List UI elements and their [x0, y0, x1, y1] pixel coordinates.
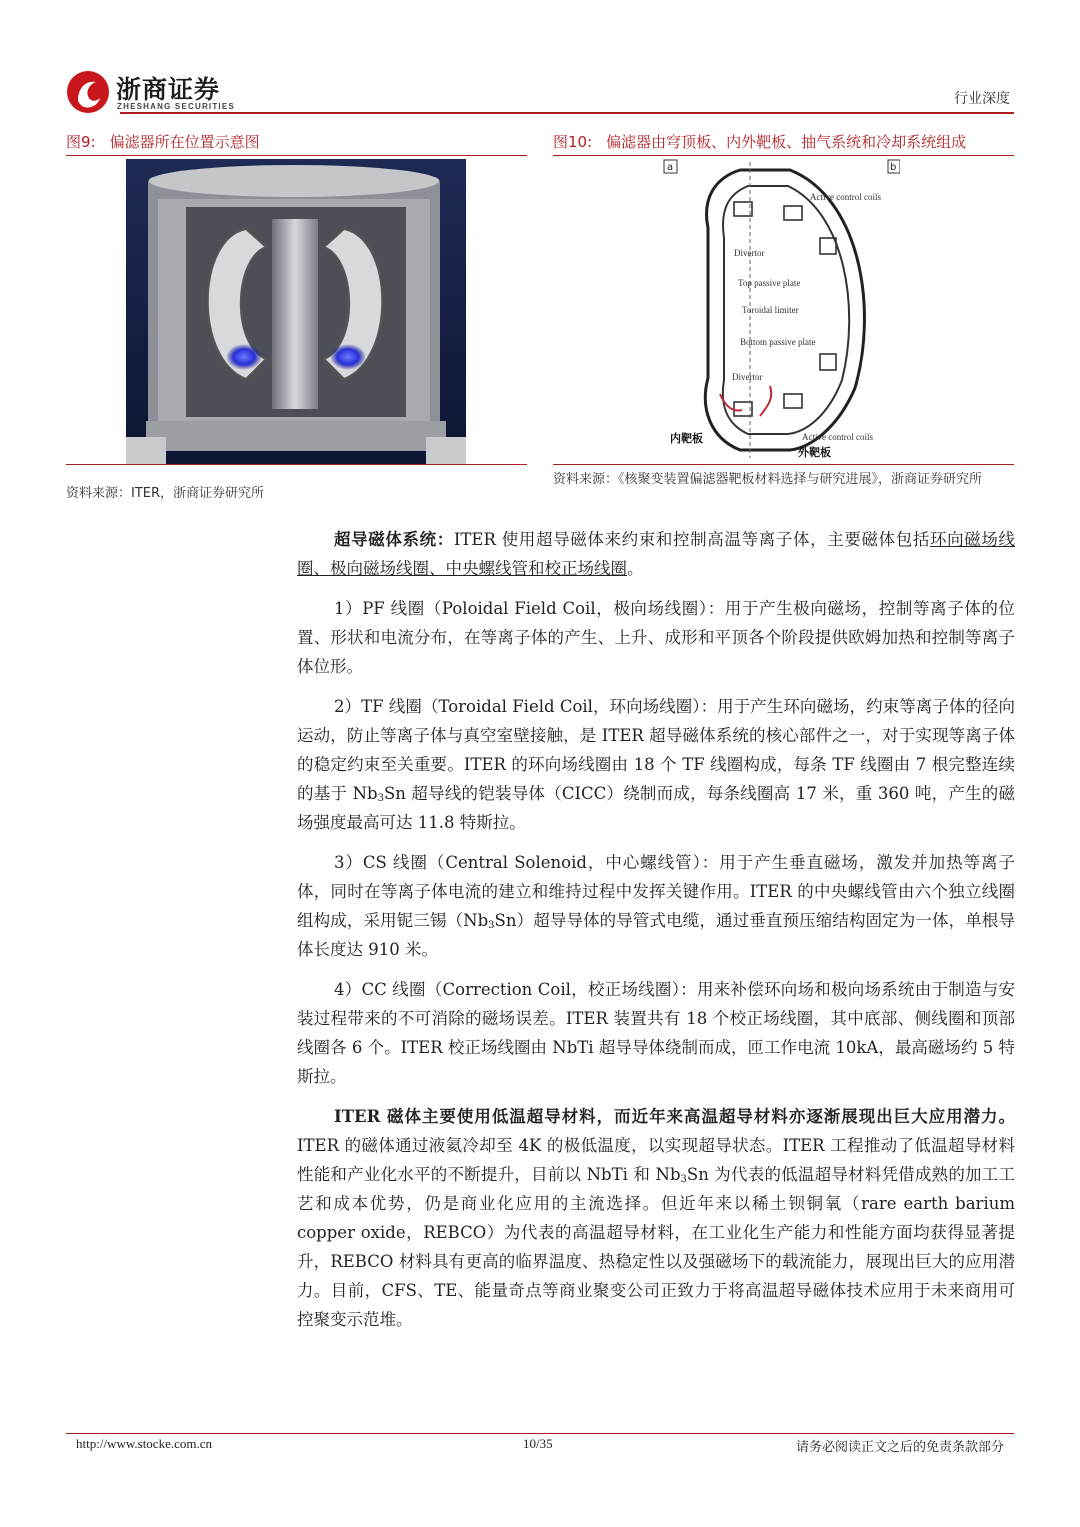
- materials-subscript: 3: [680, 1174, 687, 1185]
- document-type-label: 行业深度: [954, 91, 1010, 107]
- figure-10-title: 偏滤器由穹顶板、内外靶板、抽气系统和冷却系统组成: [606, 133, 967, 151]
- footer-disclaimer: 请务必阅读正文之后的免责条款部分: [795, 1440, 1004, 1455]
- figure-10-bottom-rule: [553, 464, 1014, 465]
- figure-10-source: 资料来源：《核聚变装置偏滤器靶板材料选择与研究进展》，浙商证券研究所: [553, 472, 983, 487]
- intro-end: 。: [627, 559, 644, 578]
- figure-9-top-rule: [66, 155, 527, 156]
- tf-subscript: 3: [377, 793, 384, 804]
- label-divertor-top: Divertor: [734, 248, 765, 258]
- tf-text-b: Sn 超导线的铠装导体（CICC）绕制而成，每条线圈高 17 米，重 360 吨，产生的磁场强度最高可达 11.8 特斯拉。: [297, 784, 1015, 832]
- cs-text-a: 3）CS 线圈（Central Solenoid，中心螺线管）：用于产生垂直磁场，激发并加热等离子体，同时在等离子体电流的建立和维持过程中发挥关键作用。ITER 的中央螺线管由六个独立线圈组构成，采用铌三锡（Nb: [297, 853, 1015, 930]
- label-active-control-coils-top: Active control coils: [810, 192, 881, 202]
- label-outer-target: 外靶板: [798, 446, 831, 459]
- divertor-diagram: [660, 158, 900, 460]
- label-toroidal-limiter: Toroidal limiter: [742, 305, 799, 315]
- brand-name-en: ZHESHANG SECURITIES: [117, 102, 235, 111]
- figure-10-top-rule: [553, 155, 1014, 156]
- intro-underlined-list: 环向磁场线圈、极向磁场线圈、中央螺线管和校正场线圈: [297, 530, 1015, 578]
- pf-coil-paragraph: 1）PF 线圈（Poloidal Field Coil，极向场线圈）：用于产生极向磁场，控制等离子体的位置、形状和电流分布，在等离子体的产生、上升、成形和平顶各个阶段提供欧姆加热和控制等离子体位形。: [297, 599, 1015, 676]
- figure-9-caption: [66, 131, 260, 152]
- cs-subscript: 3: [488, 920, 495, 931]
- figure-9-source: 资料来源：ITER，浙商证券研究所: [66, 486, 265, 501]
- brand-logo: [66, 70, 110, 114]
- materials-heading: ITER 磁体主要使用低温超导材料，而近年来高温超导材料亦逐渐展现出巨大应用潜力。: [334, 1107, 1015, 1126]
- tf-coil-paragraph: [297, 692, 1015, 837]
- tf-text-a: 2）TF 线圈（Toroidal Field Coil，环向场线圈）：用于产生环向磁场，约束等离子体的径向运动，防止等离子体与真空室壁接触，是 ITER 超导磁体系统的核心部件之一，对于实现等离子体的稳定约束至关重要。ITER 的环向场线圈由 18 个 TF 线圈构成，每条 TF 线圈由 7 根完整连续的基于 Nb: [297, 697, 1015, 803]
- figure-9-bottom-rule: [66, 464, 527, 465]
- label-top-passive-plate: Top passive plate: [738, 278, 801, 288]
- figure-10-number: 图10:: [553, 133, 593, 151]
- label-inner-target: 内靶板: [670, 432, 703, 445]
- footer-divider: [66, 1433, 1014, 1434]
- label-bottom-passive-plate: Bottom passive plate: [740, 337, 816, 347]
- superconducting-magnet-intro: [297, 525, 1015, 583]
- figure-9-number: 图9:: [66, 133, 96, 151]
- iter-tokamak-cutaway-image: [126, 159, 466, 464]
- materials-text-b: Sn 为代表的低温超导材料凭借成熟的加工工艺和成本优势，仍是商业化应用的主流选择。但近年来以稀土钡铜氧（rare earth barium copper oxide，REBCO）为代表的高温超导材料，在工业化生产能力和性能方面均获得显著提升，REBCO 材料具有更高的临界温度、热稳定性以及强磁场下的载流能力，展现出巨大的应用潜力。目前，CFS、TE、能量奇点等商业聚变公司正致力于将高温超导磁体技术应用于未来商用可控聚变示范堆。: [297, 1165, 1015, 1329]
- cc-coil-paragraph: 4）CC 线圈（Correction Coil，校正场线圈）：用来补偿环向场和极向场系统由于制造与安装过程带来的不可消除的磁场误差。ITER 装置共有 18 个校正场线圈，其中底部、侧线圈和顶部线圈各 6 个。ITER 校正场线圈由 NbTi 超导导体绕制而成，匝工作电流 10kA，最高磁场约 5 特斯拉。: [297, 980, 1015, 1086]
- intro-heading: 超导磁体系统：: [334, 530, 454, 549]
- intro-text: ITER 使用超导磁体来约束和控制高温等离子体，主要磁体包括: [453, 530, 930, 549]
- panel-b-label: b: [890, 162, 897, 173]
- figure-10-caption: [553, 131, 966, 152]
- brand-name-cn: 浙商证券: [116, 75, 221, 104]
- footer-url-link[interactable]: http://www.stocke.com.cn: [76, 1436, 212, 1451]
- materials-text-a: ITER 的磁体通过液氦冷却至 4K 的极低温度，以实现超导状态。ITER 工程推动了低温超导材料性能和产业化水平的不断提升，目前以 NbTi 和 Nb: [297, 1136, 1015, 1184]
- materials-paragraph: [297, 1102, 1015, 1334]
- page-number: 10/35: [523, 1436, 553, 1451]
- label-active-control-coils-bottom: Active control coils: [802, 432, 873, 442]
- cs-coil-paragraph: [297, 848, 1015, 964]
- figure-9-title: 偏滤器所在位置示意图: [109, 133, 260, 151]
- panel-a-label: a: [667, 162, 674, 173]
- cs-text-b: Sn）超导导体的导管式电缆，通过垂直预压缩结构固定为一体，单根导体长度达 910 米。: [297, 911, 1015, 959]
- label-divertor-bottom: Divertor: [732, 372, 763, 382]
- header-divider: [120, 112, 1014, 114]
